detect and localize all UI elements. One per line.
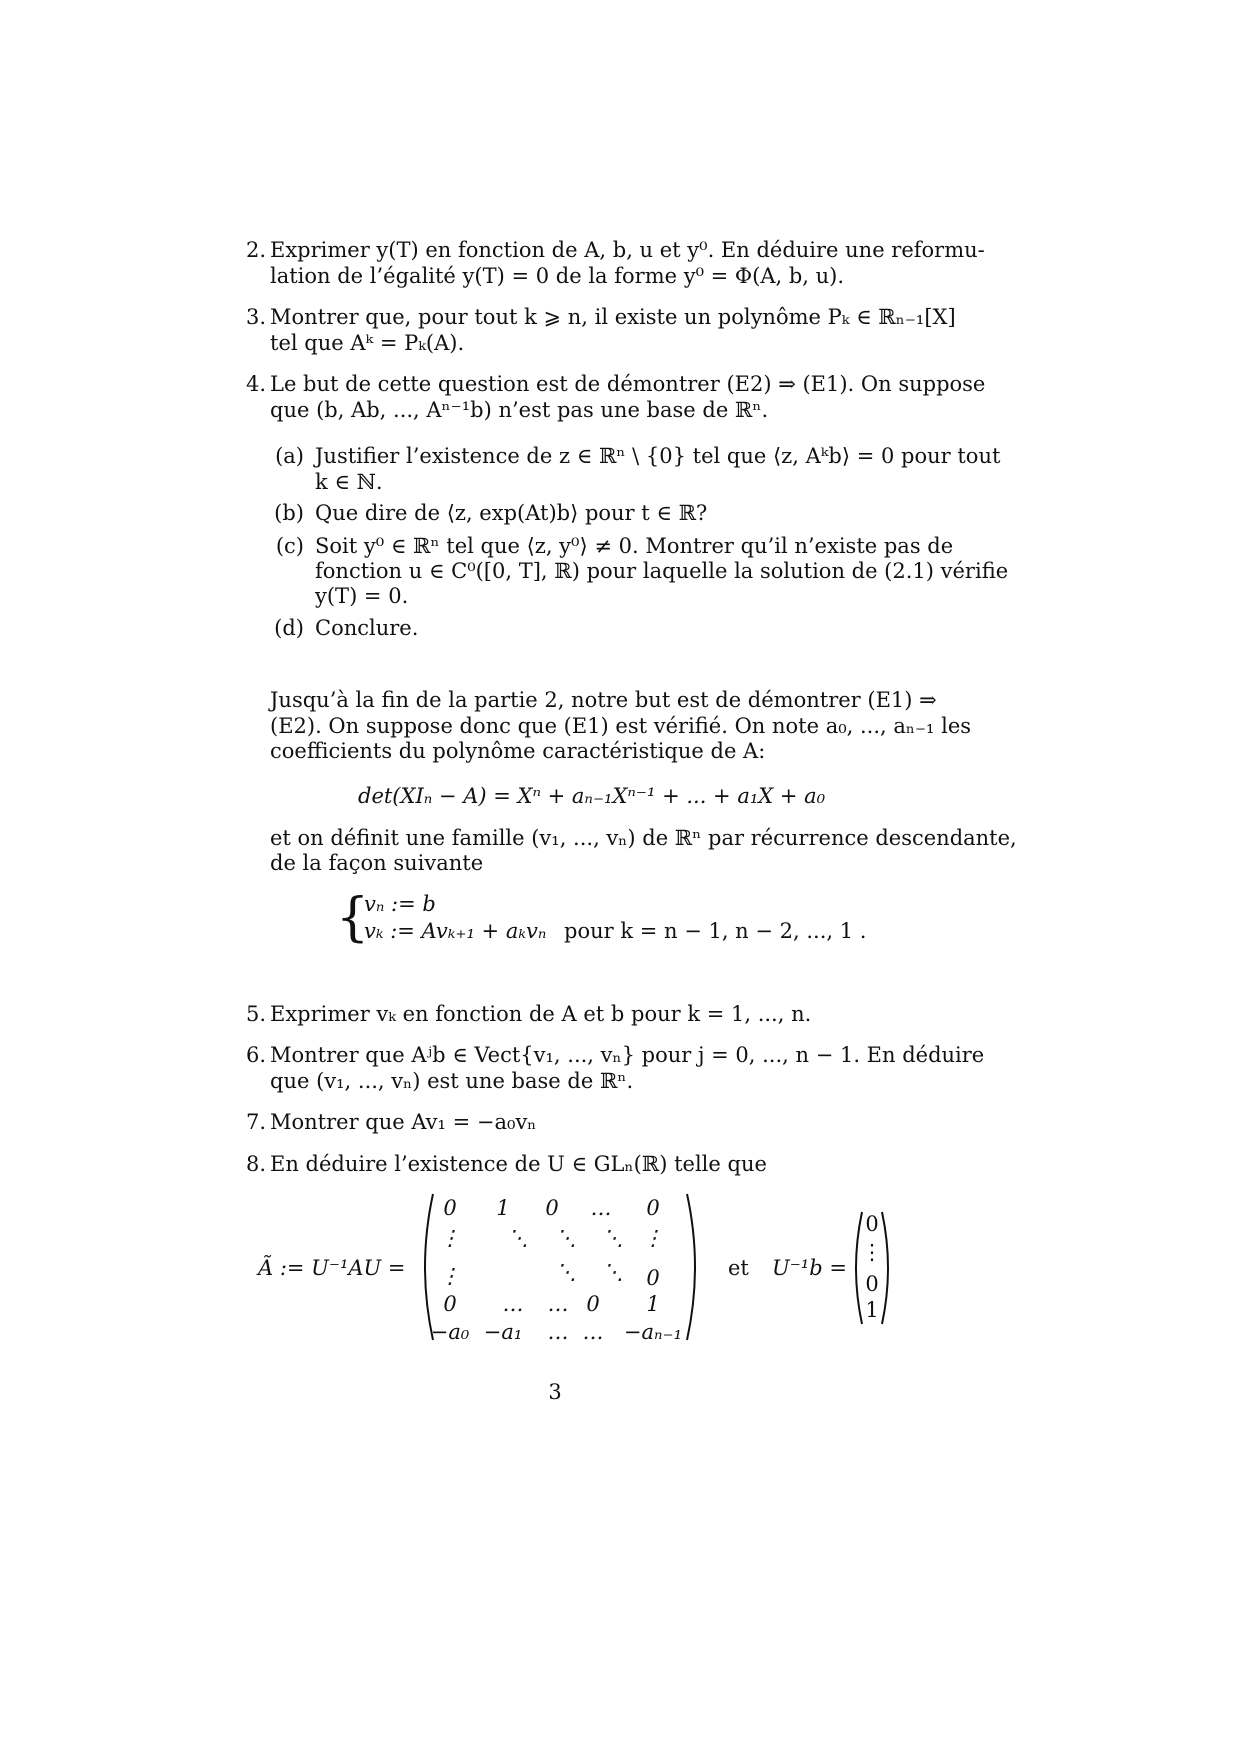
question-text-line: que (v₁, ..., vₙ) est une base de ℝⁿ. bbox=[270, 1069, 634, 1093]
characteristic-polynomial-equation: det(XIₙ − A) = Xⁿ + aₙ₋₁Xⁿ⁻¹ + ... + a₁X + a₀ bbox=[358, 784, 826, 808]
system-condition: pour k = n − 1, n − 2, ..., 1 . bbox=[564, 919, 867, 943]
subquestion-label: (c) bbox=[275, 534, 304, 558]
question-number: 7. bbox=[245, 1110, 266, 1134]
question-text-line: Montrer que Av₁ = −a₀vₙ bbox=[270, 1110, 537, 1134]
question-text-line: En déduire l’existence de U ∈ GLₙ(ℝ) telle que bbox=[270, 1152, 767, 1176]
subquestion-label: (d) bbox=[274, 616, 304, 640]
matrix-cell: 0 bbox=[545, 1196, 559, 1220]
vector-lhs: U⁻¹b = bbox=[772, 1256, 847, 1280]
question-text-line: Montrer que, pour tout k ⩾ n, il existe un polynôme Pₖ ∈ ℝₙ₋₁[X] bbox=[270, 305, 956, 329]
matrix-cell: ⋮ bbox=[439, 1264, 461, 1288]
question-number: 4. bbox=[245, 372, 266, 396]
system-line-1: vₙ := b bbox=[364, 892, 436, 916]
paragraph-line: et on définit une famille (v₁, ..., vₙ) de ℝⁿ par récurrence descendante, bbox=[270, 826, 1017, 850]
subquestion-text-line: Que dire de ⟨z, exp(At)b⟩ pour t ∈ ℝ? bbox=[315, 501, 708, 525]
left-brace: { bbox=[336, 888, 370, 948]
subquestion-text-line: Conclure. bbox=[315, 616, 419, 640]
matrix-cell: ⋮ bbox=[439, 1226, 461, 1250]
matrix-cell: ⋱ bbox=[602, 1226, 624, 1250]
subquestion-text-line: k ∈ ℕ. bbox=[315, 470, 383, 494]
question-text-line: Exprimer vₖ en fonction de A et b pour k = 1, ..., n. bbox=[270, 1002, 812, 1026]
matrix-cell: 0 bbox=[443, 1292, 457, 1316]
question-text-line: Exprimer y(T) en fonction de A, b, u et y⁰. En déduire une reformu- bbox=[270, 238, 985, 262]
matrix-cell: ⋱ bbox=[555, 1226, 577, 1250]
system-line-2: vₖ := Avₖ₊₁ + aₖvₙ bbox=[364, 919, 547, 943]
question-number: 2. bbox=[245, 238, 266, 262]
question-text-line: que (b, Ab, ..., Aⁿ⁻¹b) n’est pas une base de ℝⁿ. bbox=[270, 398, 769, 422]
subquestion-text-line: y(T) = 0. bbox=[315, 584, 409, 608]
vector-cell: 0 bbox=[865, 1212, 879, 1236]
vector-cell: ⋮ bbox=[861, 1240, 883, 1264]
question-text-line: lation de l’égalité y(T) = 0 de la forme y⁰ = Φ(A, b, u). bbox=[270, 264, 845, 288]
matrix-cell: ⋮ bbox=[642, 1226, 664, 1250]
question-text-line: Montrer que Aʲb ∈ Vect{v₁, ..., vₙ} pour j = 0, ..., n − 1. En déduire bbox=[270, 1043, 985, 1067]
matrix-cell: … bbox=[590, 1196, 612, 1220]
matrix-cell: ⋱ bbox=[602, 1260, 624, 1284]
subquestion-text-line: Justifier l’existence de z ∈ ℝⁿ \ {0} tel que ⟨z, Aᵏb⟩ = 0 pour tout bbox=[315, 444, 1001, 468]
matrix-cell: … bbox=[547, 1320, 569, 1344]
matrix-cell: 1 bbox=[646, 1292, 660, 1316]
matrix-lhs: Ã := U⁻¹AU = bbox=[258, 1256, 406, 1280]
subquestion-text-line: Soit y⁰ ∈ ℝⁿ tel que ⟨z, y⁰⟩ ≠ 0. Montrer qu’il n’existe pas de bbox=[315, 534, 954, 558]
subquestion-label: (b) bbox=[274, 501, 304, 525]
matrix-cell: ⋱ bbox=[507, 1226, 529, 1250]
matrix-cell: −aₙ₋₁ bbox=[623, 1320, 683, 1344]
matrix-cell: ⋱ bbox=[555, 1260, 577, 1284]
vector-cell: 1 bbox=[865, 1298, 879, 1322]
page-number: 3 bbox=[548, 1380, 562, 1404]
matrix-cell: 0 bbox=[646, 1196, 660, 1220]
paragraph-line: coefficients du polynôme caractéristique de A: bbox=[270, 739, 766, 763]
question-number: 3. bbox=[245, 305, 266, 329]
vector-cell: 0 bbox=[865, 1272, 879, 1296]
subquestion-text-line: fonction u ∈ C⁰([0, T], ℝ) pour laquelle la solution de (2.1) vérifie bbox=[315, 559, 1009, 583]
question-number: 5. bbox=[245, 1002, 266, 1026]
matrix-cell: −a₁ bbox=[483, 1320, 523, 1344]
matrix-cell: … bbox=[582, 1320, 604, 1344]
matrix-cell: 0 bbox=[646, 1266, 660, 1290]
matrix-cell: 0 bbox=[443, 1196, 457, 1220]
subquestion-label: (a) bbox=[275, 444, 304, 468]
matrix-cell: 0 bbox=[586, 1292, 600, 1316]
connector-et: et bbox=[728, 1256, 749, 1280]
question-text-line: tel que Aᵏ = Pₖ(A). bbox=[270, 331, 465, 355]
paragraph-line: (E2). On suppose donc que (E1) est vérifié. On note a₀, ..., aₙ₋₁ les bbox=[270, 714, 972, 738]
matrix-cell: … bbox=[502, 1292, 524, 1316]
matrix-cell: 1 bbox=[496, 1196, 510, 1220]
question-number: 6. bbox=[245, 1043, 266, 1067]
paragraph-line: Jusqu’à la fin de la partie 2, notre but est de démontrer (E1) ⇒ bbox=[270, 688, 937, 712]
question-text-line: Le but de cette question est de démontrer (E2) ⇒ (E1). On suppose bbox=[270, 372, 986, 396]
matrix-cell: … bbox=[547, 1292, 569, 1316]
question-number: 8. bbox=[245, 1152, 266, 1176]
paragraph-line: de la façon suivante bbox=[270, 851, 484, 875]
matrix-cell: −a₀ bbox=[430, 1320, 470, 1344]
